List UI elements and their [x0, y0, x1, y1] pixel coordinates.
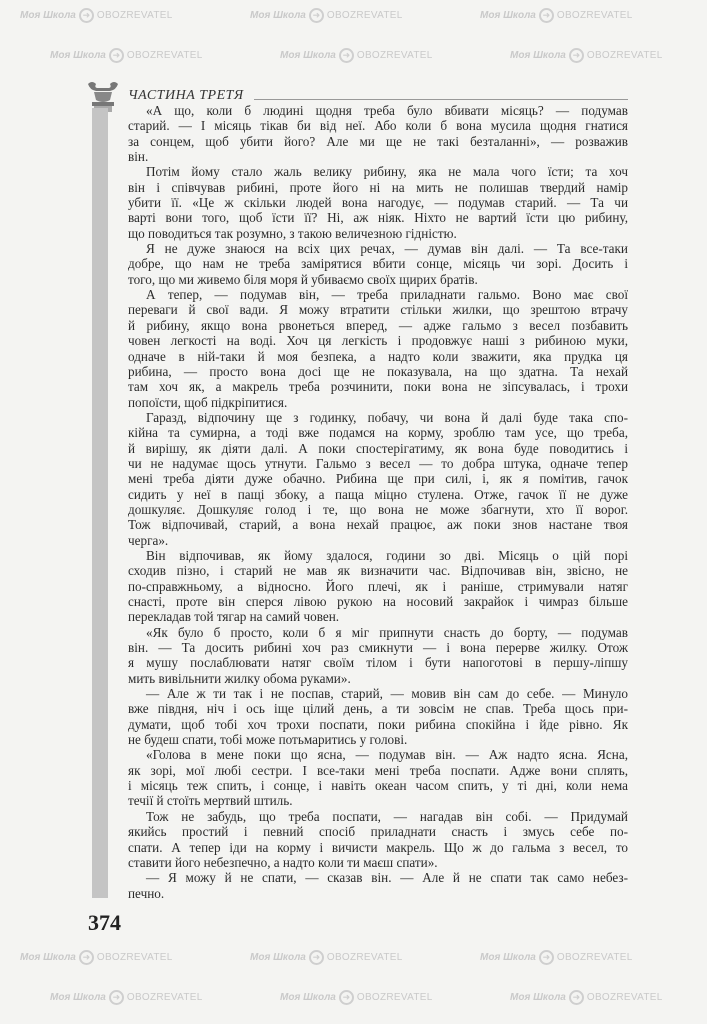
watermark-brand: OBOZREVATEL	[556, 952, 633, 963]
text-line: Він відпочивав, як йому здалося, години зо дві. Місяць о цій порі	[146, 547, 628, 563]
watermark	[250, 950, 403, 965]
watermark-brand: OBOZREVATEL	[126, 992, 203, 1003]
text-line: старий. — І місяць тікав би від неї. Або коли б вона мусила щодня гнатися	[128, 118, 628, 134]
watermark-school: Моя Школа	[480, 952, 536, 963]
arrow-circle-icon: ➜	[109, 48, 124, 63]
text-line: — Я можу й не спати, — сказав він. — Але й не спати так само небез-	[146, 870, 628, 886]
arrow-circle-icon: ➜	[109, 990, 124, 1005]
text-line: ставити його небезпечно, а надто коли ти маєш спати».	[128, 854, 438, 870]
text-line: «Голова в мене поки що ясна, — подумав він. — Аж надто ясна. Ясна,	[146, 747, 628, 763]
arrow-circle-icon: ➜	[79, 950, 94, 965]
text-line: мить вивільнити жилку обома руками».	[128, 670, 351, 686]
text-line: сходив пізно, і старий не мав як визначити час. Відпочивав він, звісно, не	[128, 563, 628, 579]
watermark-brand: OBOZREVATEL	[326, 952, 403, 963]
watermark-school: Моя Школа	[20, 952, 76, 963]
watermark	[20, 8, 173, 23]
watermark	[280, 990, 433, 1005]
text-line: він.	[128, 149, 149, 165]
text-line: Тож відпочивай, старий, а вона нехай працює, аж поки знов настане твоя	[128, 517, 628, 533]
text-line: там хоч як, а макрель треба розчинити, поки вона не зіпсувалась, і трохи	[128, 379, 628, 395]
text-line: «А що, коли б людині щодня треба було вбивати місяць? — подумав	[146, 103, 628, 118]
text-line: по-справжньому, а відносно. Його плечі, як і раніше, стримували натяг	[128, 578, 628, 594]
watermark-school: Моя Школа	[20, 10, 76, 21]
arrow-circle-icon: ➜	[539, 8, 554, 23]
text-line: й рибину, якщо вона рвонеться вперед, — адже гальмо з весел позбавить	[128, 317, 628, 333]
text-line: я мушу послаблювати натяг своїм тілом і бути напоготові в першу-ліпшу	[128, 655, 628, 671]
watermark-school: Моя Школа	[280, 50, 336, 61]
arrow-circle-icon: ➜	[569, 990, 584, 1005]
margin-bar	[92, 108, 108, 898]
text-line: того, що ми живемо біля моря й убиваємо своїх щирих братів.	[128, 271, 478, 287]
text-line: снасті, проте він сперся лівою рукою на носовий закрайок і чимраз більше	[128, 594, 628, 609]
text-line: рибина, — просто вона досі ще не показувала, на що здатна. Та нехай	[128, 363, 628, 379]
watermark	[480, 950, 633, 965]
arrow-circle-icon: ➜	[569, 48, 584, 63]
text-line: убити її. «Це ж скільки людей вона нагодує, — подумав старий. — Та чи	[128, 195, 628, 211]
text-line: варті вони того, щоб їсти її? Ні, аж ніяк. Ніхто не вартий їсти цю рибину,	[128, 210, 628, 226]
text-line: добре, що нам не треба замірятися вбити сонце, місяць чи зорі. Досить і	[128, 256, 628, 272]
text-line: Тож не забудь, що треба поспати, — нагадав він собі. — Придумай	[146, 808, 628, 824]
text-line: якийсь простий і певний спосіб приладнати снасть і змусь себе по-	[128, 824, 628, 840]
watermark-school: Моя Школа	[250, 952, 306, 963]
text-line: сидить у неї в пащі збоку, а паща міцно стулена. Отже, гачок її не дуже	[128, 486, 628, 502]
watermark-brand: OBOZREVATEL	[556, 10, 633, 21]
watermark-school: Моя Школа	[250, 10, 306, 21]
arrow-circle-icon: ➜	[309, 8, 324, 23]
arrow-circle-icon: ➜	[539, 950, 554, 965]
text-line: кійна та сумирна, а тоді вже подамся на корму, зроблю там усе, що треба,	[128, 425, 628, 441]
text-line: попоїсти, щоб підкріпитися.	[128, 394, 288, 410]
watermark	[50, 48, 203, 63]
text-line: і місяць теж спить, і сонце, і навіть океан часом спить, у ті дні, коли нема	[128, 778, 628, 794]
watermark	[50, 990, 203, 1005]
watermark	[510, 48, 663, 63]
page-number: 374	[88, 910, 121, 935]
text-line: він і співчував рибині, проте його ні на мить не полишав твердий намір	[128, 179, 628, 195]
text-line: за сонцем, щоб убити його? Але ми ще не такі безталанні», — розважив	[128, 133, 628, 149]
text-line: Потім йому стало жаль велику рибину, яка не мала чого їсти; та хоч	[146, 164, 628, 180]
watermark	[510, 990, 663, 1005]
arrow-circle-icon: ➜	[339, 990, 354, 1005]
text-line: печно.	[128, 885, 165, 901]
watermark-brand: OBOZREVATEL	[126, 50, 203, 61]
watermark	[20, 950, 173, 965]
text-line: думати, щоб тобі хоч трохи поспати, поки рибина спокійна і йде рівно. Як	[128, 716, 628, 732]
watermark-brand: OBOZREVATEL	[586, 992, 663, 1003]
watermark	[280, 48, 433, 63]
text-line: спати. А тепер іди на корму і вичисти макрель. Що ж до гальма з весел, то	[128, 839, 628, 855]
watermark-brand: OBOZREVATEL	[96, 10, 173, 21]
watermark-school: Моя Школа	[50, 992, 106, 1003]
text-line: Гаразд, відпочину ще з годинку, побачу, чи вона й далі буде така спо-	[146, 409, 628, 425]
text-line: він. — Та досить рибині хоч раз смикнути — і вона перерве жилку. Отож	[128, 640, 628, 656]
running-header	[128, 88, 628, 104]
watermark-school: Моя Школа	[50, 50, 106, 61]
text-line: течії й стоїть мертвий штиль.	[128, 793, 293, 809]
text-line: човен легкості на воді. Хоч ця легкість і продовжує наші з рибиною муки,	[128, 333, 628, 349]
text-line: й вирішу, як діяти далі. А поки спостерігатиму, як вона буде поводитись і	[128, 440, 628, 456]
text-line: одначе в ній-таки й моя безпека, а надто коли зважити, яка прудка ця	[128, 348, 628, 364]
watermark-school: Моя Школа	[510, 992, 566, 1003]
watermark-brand: OBOZREVATEL	[586, 50, 663, 61]
watermark	[250, 8, 403, 23]
text-line: вже півдня, ніч і ось іще цілий день, а ти зовсім не спав. Треба щось при-	[128, 701, 628, 717]
text-line: «Як було б просто, коли б я міг припнути снасть до борту, — подумав	[146, 624, 628, 640]
watermark-brand: OBOZREVATEL	[356, 992, 433, 1003]
text-line: переваги й свої вади. Я можу втратити стільки жилки, що зрештою втрачу	[128, 302, 628, 318]
text-line: Я не дуже знаюся на всіх цих речах, — думав він далі. — Та все-таки	[146, 241, 628, 257]
watermark-brand: OBOZREVATEL	[356, 50, 433, 61]
text-line: чи не надумає щось утнути. Гальмо з весел — то добра штука, одначе тепер	[128, 455, 628, 471]
watermark-school: Моя Школа	[480, 10, 536, 21]
watermark-brand: OBOZREVATEL	[326, 10, 403, 21]
body-text	[128, 103, 628, 901]
arrow-circle-icon: ➜	[79, 8, 94, 23]
section-title: ЧАСТИНА ТРЕТЯ	[128, 88, 244, 103]
watermark-school: Моя Школа	[510, 50, 566, 61]
text-line: перекладав той тягар на самий човен.	[128, 609, 340, 625]
text-line: як зорі, мої любі сестри. І все-таки мені треба поспати. Адже вони сплять,	[128, 762, 628, 778]
text-line: що поводиться так розумно, з такою величезною гідністю.	[128, 225, 457, 241]
watermark-school: Моя Школа	[280, 992, 336, 1003]
header-rule	[254, 99, 628, 100]
arrow-circle-icon: ➜	[339, 48, 354, 63]
text-line: дошкуляє. Дошкуляє голод і те, що вона не може збагнути, хто її ворог.	[128, 501, 628, 517]
text-line: черга».	[128, 532, 169, 548]
text-line: А тепер, — подумав він, — треба приладнати гальмо. Воно має свої	[146, 287, 628, 303]
watermark-brand: OBOZREVATEL	[96, 952, 173, 963]
text-line: не будеш спати, тобі може потьмаритись у голові.	[128, 732, 408, 748]
text-line: — Але ж ти так і не поспав, старий, — мовив він сам до себе. — Минуло	[146, 686, 628, 702]
watermark	[480, 8, 633, 23]
arrow-circle-icon: ➜	[309, 950, 324, 965]
text-line: мені треба діяти дуже обачно. Рибина ще при силі, і, як я помітив, гачок	[128, 471, 628, 487]
